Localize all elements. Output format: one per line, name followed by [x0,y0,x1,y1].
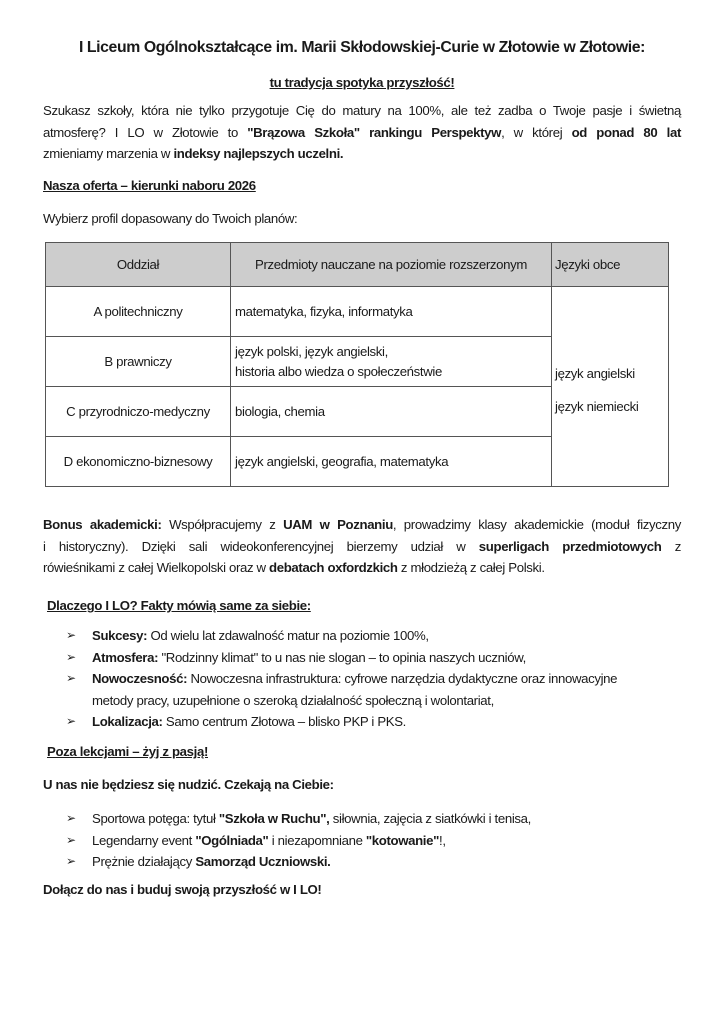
table-cell-class: C przyrodniczo-medyczny [46,387,231,437]
bonus-text: , prowadzimy klasy akademickie (moduł fizyczny [392,517,682,532]
arrow-bullet-icon: ➢ [66,649,76,664]
subjects-text: język angielski, geografia, matematyka [235,454,449,469]
intro-line [43,122,681,144]
offer-intro: Wybierz profil dopasowany do Twoich planów: [43,211,298,226]
item-highlight: "Szkoła w Ruchu", [218,811,330,826]
item-text: !, [439,832,446,848]
arrow-bullet-icon: ➢ [66,811,76,825]
after-heading: Poza lekcjami – żyj z pasją! [47,744,208,759]
table-cell-class: D ekonomiczno-biznesowy [46,437,231,487]
why-list [66,625,617,733]
intro-highlight: od ponad 80 lat [571,124,682,140]
offer-table [45,242,669,487]
list-item [66,830,531,852]
table-header: Przedmioty nauczane na poziomie rozszerzonym [231,243,552,287]
subjects-text: historia albo wiedza o społeczeństwie [235,363,442,379]
list-item [66,625,617,647]
bonus-text: z młodzieżą z całej Polski. [397,560,545,575]
item-text: Legendarny event [92,832,196,848]
bonus-line [43,514,681,536]
table-cell-subjects [231,437,552,487]
language-item: język angielski [555,365,635,381]
list-item [66,851,531,873]
item-text: Prężnie działający [92,854,196,869]
after-intro: U nas nie będziesz się nudzić. Czekają na Ciebie: [43,777,334,792]
table-header-row [46,243,669,287]
item-text: Od wielu lat zdawalność matur na poziomie 100%, [147,628,429,643]
bonus-label: Bonus akademicki: [43,517,162,532]
bonus-paragraph [43,514,681,579]
table-cell-class: A politechniczny [46,287,231,337]
page-title: I Liceum Ogólnokształcące im. Marii Skłodowskiej-Curie w Złotowie w Złotowie: [78,39,646,56]
bonus-highlight: UAM w Poznaniu [283,517,393,532]
table-cell-subjects [231,337,552,387]
bonus-text: z [661,538,681,554]
item-label: Sukcesy: [92,628,148,643]
intro-highlight: "Brązowa Szkoła" rankingu Perspektyw [247,124,502,140]
intro-paragraph [43,100,681,165]
table-cell-subjects [231,387,552,437]
item-label: Nowoczesność: [92,671,188,686]
arrow-bullet-icon: ➢ [66,671,76,685]
language-item: język niemiecki [555,398,639,414]
bonus-text: rówieśnikami z całej Wielkopolski oraz w [43,560,270,575]
item-highlight: "Ogólniada" [195,832,269,848]
list-item [66,808,531,830]
item-text: Nowoczesna infrastruktura: cyfrowe narzędzia dydaktyczne oraz innowacyjne [187,671,618,686]
table-header: Oddział [46,243,231,287]
arrow-bullet-icon: ➢ [66,714,76,728]
offer-heading: Nasza oferta – kierunki naboru 2026 [43,178,256,193]
arrow-bullet-icon: ➢ [66,854,76,868]
item-text: Samo centrum Złotowa – blisko PKP i PKS. [162,714,406,729]
table-header: Języki obce [552,243,669,287]
list-item [66,647,617,669]
item-highlight: "kotowanie" [365,832,440,848]
page-subtitle: tu tradycja spotyka przyszłość! [269,75,455,90]
bonus-highlight: debatach oxfordzkich [269,560,398,575]
item-label: Lokalizacja: [92,714,163,729]
table-cell-subjects [231,287,552,337]
item-text: i niezapomniane [268,832,366,848]
subjects-text: język polski, język angielski, [235,343,388,359]
intro-text: , w której [501,124,572,140]
item-text: siłownia, zajęcia z siatkówki i tenisa, [329,811,531,826]
intro-text: zmieniamy marzenia w [43,146,174,161]
item-label: Atmosfera: [92,649,159,665]
closing-line: Dołącz do nas i buduj swoją przyszłość w I LO! [43,882,322,897]
table-row [46,287,669,337]
bonus-line [43,536,681,558]
arrow-bullet-icon: ➢ [66,628,76,642]
table-cell-languages [552,287,669,487]
intro-text: atmosferę? I LO w Złotowie to [43,124,248,140]
intro-line [43,143,681,165]
list-item [66,668,617,711]
why-heading: Dlaczego I LO? Fakty mówią same za siebie: [47,598,311,613]
bonus-highlight: superligach przedmiotowych [478,538,662,554]
bonus-text: i historyczny). Dzięki sali wideokonferencyjnej bierzemy udział w [43,538,479,554]
subjects-text: biologia, chemia [235,404,325,419]
item-text: "Rodzinny klimat" to u nas nie slogan – to opinia naszych uczniów, [158,649,526,665]
table-cell-class: B prawniczy [46,337,231,387]
list-item [66,711,617,733]
intro-line: Szukasz szkoły, która nie tylko przygotuje Cię do matury na 100%, ale też zadba o Twoje pasje i świetną [43,103,681,118]
intro-highlight: indeksy najlepszych uczelni. [173,146,344,161]
bonus-line [43,557,681,579]
item-text: Sportowa potęga: tytuł [92,811,219,826]
arrow-bullet-icon: ➢ [66,832,76,847]
after-list [66,808,531,873]
subjects-text: matematyka, fizyka, informatyka [235,304,413,319]
item-text: metody pracy, uzupełnione o szeroką działalność społeczną i wolontariat, [92,692,494,708]
item-highlight: Samorząd Uczniowski. [195,854,331,869]
bonus-text: Współpracujemy z [161,517,284,532]
